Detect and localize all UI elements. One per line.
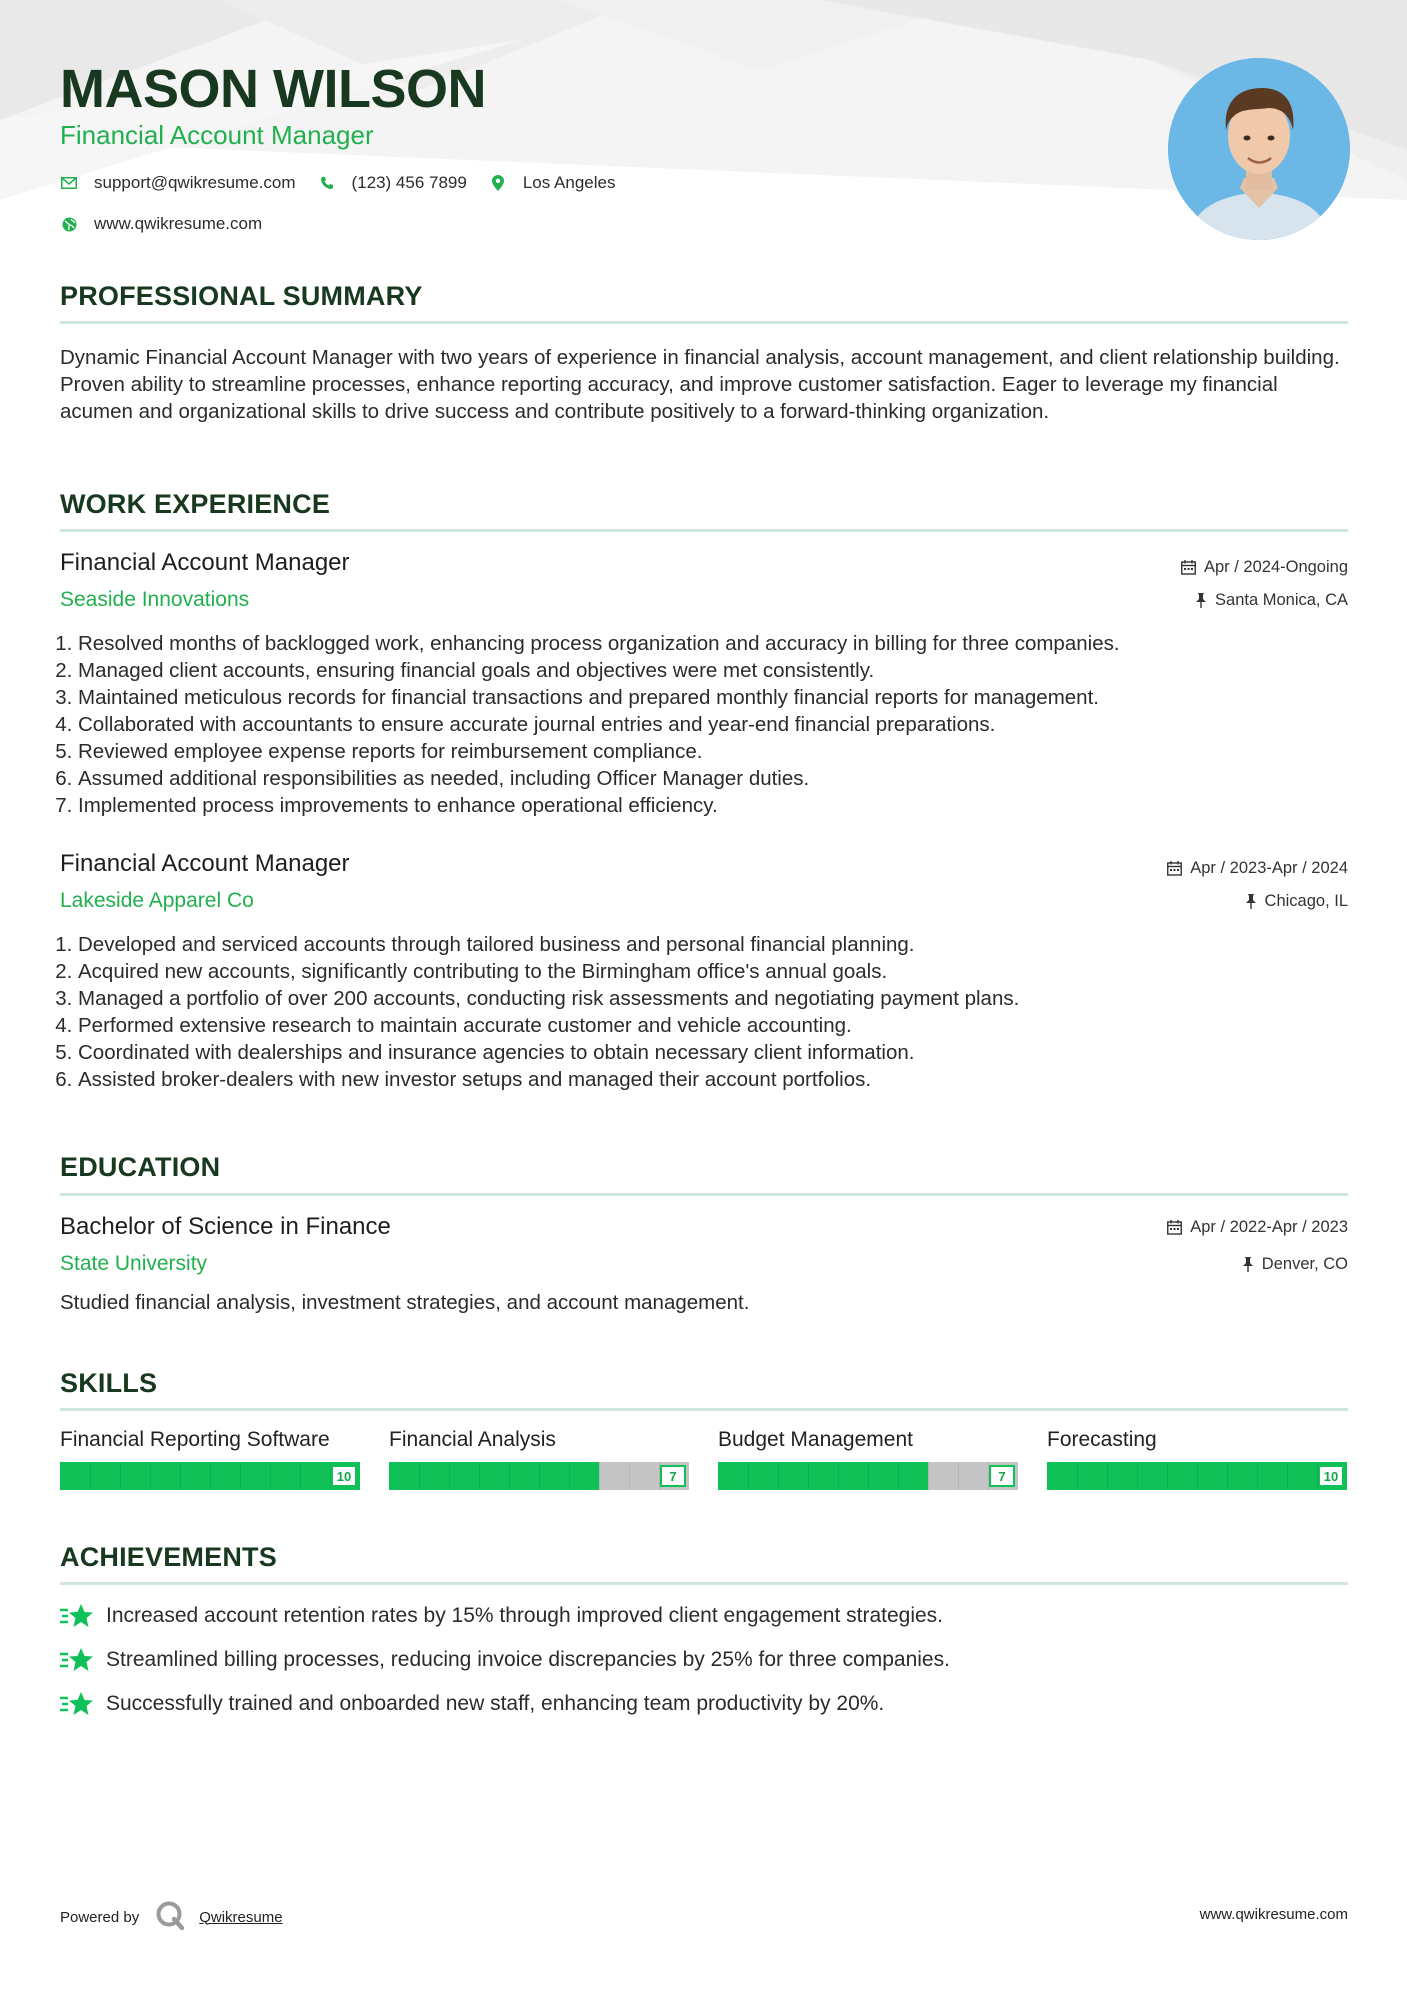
pushpin-icon bbox=[1245, 894, 1257, 909]
skill-segment-divider bbox=[539, 1462, 540, 1490]
job-dates bbox=[1181, 558, 1348, 577]
skill-segment-divider bbox=[1107, 1462, 1108, 1490]
skill-level-fill bbox=[389, 1462, 599, 1490]
education-location bbox=[1242, 1255, 1348, 1274]
skill-segment-divider bbox=[1197, 1462, 1198, 1490]
skill-segment-divider bbox=[509, 1462, 510, 1490]
responsibility-item: 2. Managed client accounts, ensuring financial goals and objectives were met consistently. bbox=[78, 657, 1348, 684]
skill-segment-divider bbox=[569, 1462, 570, 1490]
skill-segment-divider bbox=[120, 1462, 121, 1490]
powered-by-label: Powered by bbox=[60, 1908, 140, 1926]
skill-segment-divider bbox=[599, 1462, 600, 1490]
responsibility-item: 6. Assumed additional responsibilities as needed, including Officer Manager duties. bbox=[78, 765, 1348, 792]
skill-level-bar bbox=[1047, 1462, 1347, 1490]
footer-powered-by bbox=[60, 1900, 283, 1934]
job-location bbox=[1245, 892, 1348, 911]
education-location-text: Denver, CO bbox=[1261, 1255, 1348, 1273]
skill-segment-divider bbox=[928, 1462, 929, 1490]
skill-segment-divider bbox=[150, 1462, 151, 1490]
skill-segment-divider bbox=[1167, 1462, 1168, 1490]
skill-segment-divider bbox=[180, 1462, 181, 1490]
responsibility-item: 6. Assisted broker-dealers with new investor setups and managed their account portfolios. bbox=[78, 1066, 1348, 1093]
skill-segment-divider bbox=[240, 1462, 241, 1490]
candidate-name: MASON WILSON bbox=[60, 59, 486, 119]
profile-photo bbox=[1168, 58, 1350, 240]
job-dates-text: Apr / 2024-Ongoing bbox=[1203, 558, 1348, 576]
calendar-icon bbox=[1167, 861, 1182, 876]
skill-segment-divider bbox=[838, 1462, 839, 1490]
phone-number[interactable]: (123) 456 7899 bbox=[351, 173, 467, 192]
achievement-text: Increased account retention rates by 15% through improved client engagement strategies. bbox=[106, 1604, 943, 1627]
skill-segment-divider bbox=[1287, 1462, 1288, 1490]
skill-item bbox=[389, 1428, 689, 1490]
skill-segment-divider bbox=[958, 1462, 959, 1490]
skill-segment-divider bbox=[300, 1462, 301, 1490]
email-link[interactable]: support@qwikresume.com bbox=[94, 173, 296, 192]
education-divider bbox=[60, 1193, 1348, 1196]
skill-segment-divider bbox=[210, 1462, 211, 1490]
job-title: Financial Account Manager bbox=[60, 850, 350, 877]
job-responsibilities bbox=[60, 931, 1348, 1093]
skill-segment-divider bbox=[1257, 1462, 1258, 1490]
skill-item bbox=[60, 1428, 360, 1490]
skill-segment-divider bbox=[898, 1462, 899, 1490]
education-heading: EDUCATION bbox=[60, 1152, 221, 1182]
skill-name: Financial Reporting Software bbox=[60, 1428, 330, 1451]
pushpin-icon bbox=[1195, 593, 1207, 608]
skill-segment-divider bbox=[748, 1462, 749, 1490]
achievement-text: Streamlined billing processes, reducing invoice discrepancies by 25% for three companies. bbox=[106, 1648, 950, 1671]
skill-segment-divider bbox=[808, 1462, 809, 1490]
school-name: State University bbox=[60, 1252, 208, 1275]
job-location bbox=[1195, 591, 1348, 610]
calendar-icon bbox=[1181, 560, 1196, 575]
skill-segment-divider bbox=[778, 1462, 779, 1490]
responsibility-item: 4. Collaborated with accountants to ensure accurate journal entries and year-end financial preparations. bbox=[78, 711, 1348, 738]
skill-segment-divider bbox=[270, 1462, 271, 1490]
skill-segment-divider bbox=[1137, 1462, 1138, 1490]
location-text: Los Angeles bbox=[522, 173, 616, 192]
star-icon bbox=[60, 1602, 94, 1630]
education-dates bbox=[1167, 1218, 1348, 1237]
responsibility-item: 2. Acquired new accounts, significantly contributing to the Birmingham office's annual goals. bbox=[78, 958, 1348, 985]
job-dates-text: Apr / 2023-Apr / 2024 bbox=[1190, 859, 1348, 877]
contact-row-secondary bbox=[60, 214, 284, 234]
responsibility-item: 1. Developed and serviced accounts through tailored business and personal financial planning. bbox=[78, 931, 1348, 958]
footer-website[interactable]: www.qwikresume.com bbox=[1199, 1906, 1348, 1923]
achievement-item bbox=[60, 1646, 950, 1674]
skill-level-bar bbox=[718, 1462, 1018, 1490]
skills-divider bbox=[60, 1408, 1348, 1411]
envelope-icon bbox=[60, 174, 78, 192]
map-marker-icon bbox=[489, 174, 507, 192]
skill-score-badge: 10 bbox=[331, 1465, 357, 1487]
skill-score-badge: 7 bbox=[989, 1465, 1015, 1487]
globe-icon bbox=[60, 215, 78, 233]
summary-heading: PROFESSIONAL SUMMARY bbox=[60, 281, 423, 311]
job-dates bbox=[1167, 859, 1348, 878]
pushpin-icon bbox=[1242, 1257, 1254, 1272]
skill-name: Budget Management bbox=[718, 1428, 913, 1451]
skill-segment-divider bbox=[479, 1462, 480, 1490]
achievements-heading: ACHIEVEMENTS bbox=[60, 1542, 277, 1572]
skill-segment-divider bbox=[629, 1462, 630, 1490]
skill-score-badge: 10 bbox=[1318, 1465, 1344, 1487]
skill-level-bar bbox=[60, 1462, 360, 1490]
star-icon bbox=[60, 1646, 94, 1674]
contact-row-primary bbox=[60, 173, 637, 193]
education-dates-text: Apr / 2022-Apr / 2023 bbox=[1190, 1218, 1348, 1236]
brand-link[interactable]: Qwikresume bbox=[199, 1908, 283, 1926]
job-location-text: Chicago, IL bbox=[1264, 892, 1348, 910]
experience-heading: WORK EXPERIENCE bbox=[60, 489, 331, 519]
achievement-item bbox=[60, 1690, 884, 1718]
job-company: Seaside Innovations bbox=[60, 588, 250, 611]
achievements-divider bbox=[60, 1582, 1348, 1585]
skill-score-badge: 7 bbox=[660, 1465, 686, 1487]
website-link[interactable]: www.qwikresume.com bbox=[94, 214, 263, 233]
qwikresume-logo-icon bbox=[155, 1900, 185, 1934]
responsibility-item: 7. Implemented process improvements to enhance operational efficiency. bbox=[78, 792, 1348, 819]
summary-text: Dynamic Financial Account Manager with two years of experience in financial analysis, account management, and client relationship building. Proven ability to streamline processes, enhance reporting accuracy, and improve customer satisfaction. Eager to leverage my financial acumen and organizational skills to drive success and contribute positively to a forward-thinking organization. bbox=[60, 346, 1340, 423]
job-location-text: Santa Monica, CA bbox=[1215, 591, 1348, 609]
skill-item bbox=[718, 1428, 1018, 1490]
skill-level-fill bbox=[718, 1462, 928, 1490]
job-company: Lakeside Apparel Co bbox=[60, 889, 254, 912]
degree-title: Bachelor of Science in Finance bbox=[60, 1213, 391, 1240]
skill-name: Forecasting bbox=[1047, 1428, 1157, 1451]
skill-segment-divider bbox=[90, 1462, 91, 1490]
star-icon bbox=[60, 1690, 94, 1718]
achievement-item bbox=[60, 1602, 943, 1630]
skill-name: Financial Analysis bbox=[389, 1428, 556, 1451]
skill-item bbox=[1047, 1428, 1347, 1490]
responsibility-item: 5. Coordinated with dealerships and insurance agencies to obtain necessary client information. bbox=[78, 1039, 1348, 1066]
education-description: Studied financial analysis, investment strategies, and account management. bbox=[60, 1291, 750, 1314]
skill-segment-divider bbox=[868, 1462, 869, 1490]
responsibility-item: 1. Resolved months of backlogged work, enhancing process organization and accuracy in billing for three companies. bbox=[78, 630, 1348, 657]
responsibility-item: 3. Maintained meticulous records for financial transactions and prepared monthly financial reports for management. bbox=[78, 684, 1348, 711]
candidate-role: Financial Account Manager bbox=[60, 120, 374, 150]
achievement-text: Successfully trained and onboarded new staff, enhancing team productivity by 20%. bbox=[106, 1692, 885, 1715]
responsibility-item: 3. Managed a portfolio of over 200 accounts, conducting risk assessments and negotiating payment plans. bbox=[78, 985, 1348, 1012]
calendar-icon bbox=[1167, 1220, 1182, 1235]
summary-divider bbox=[60, 321, 1348, 324]
responsibility-item: 4. Performed extensive research to maintain accurate customer and vehicle accounting. bbox=[78, 1012, 1348, 1039]
skill-segment-divider bbox=[419, 1462, 420, 1490]
job-responsibilities bbox=[60, 630, 1348, 819]
skill-segment-divider bbox=[1077, 1462, 1078, 1490]
responsibility-item: 5. Reviewed employee expense reports for reimbursement compliance. bbox=[78, 738, 1348, 765]
skill-segment-divider bbox=[1227, 1462, 1228, 1490]
experience-divider bbox=[60, 529, 1348, 532]
skills-heading: SKILLS bbox=[60, 1368, 158, 1398]
skill-level-bar bbox=[389, 1462, 689, 1490]
phone-icon bbox=[318, 174, 336, 192]
job-title: Financial Account Manager bbox=[60, 549, 350, 576]
skill-segment-divider bbox=[449, 1462, 450, 1490]
